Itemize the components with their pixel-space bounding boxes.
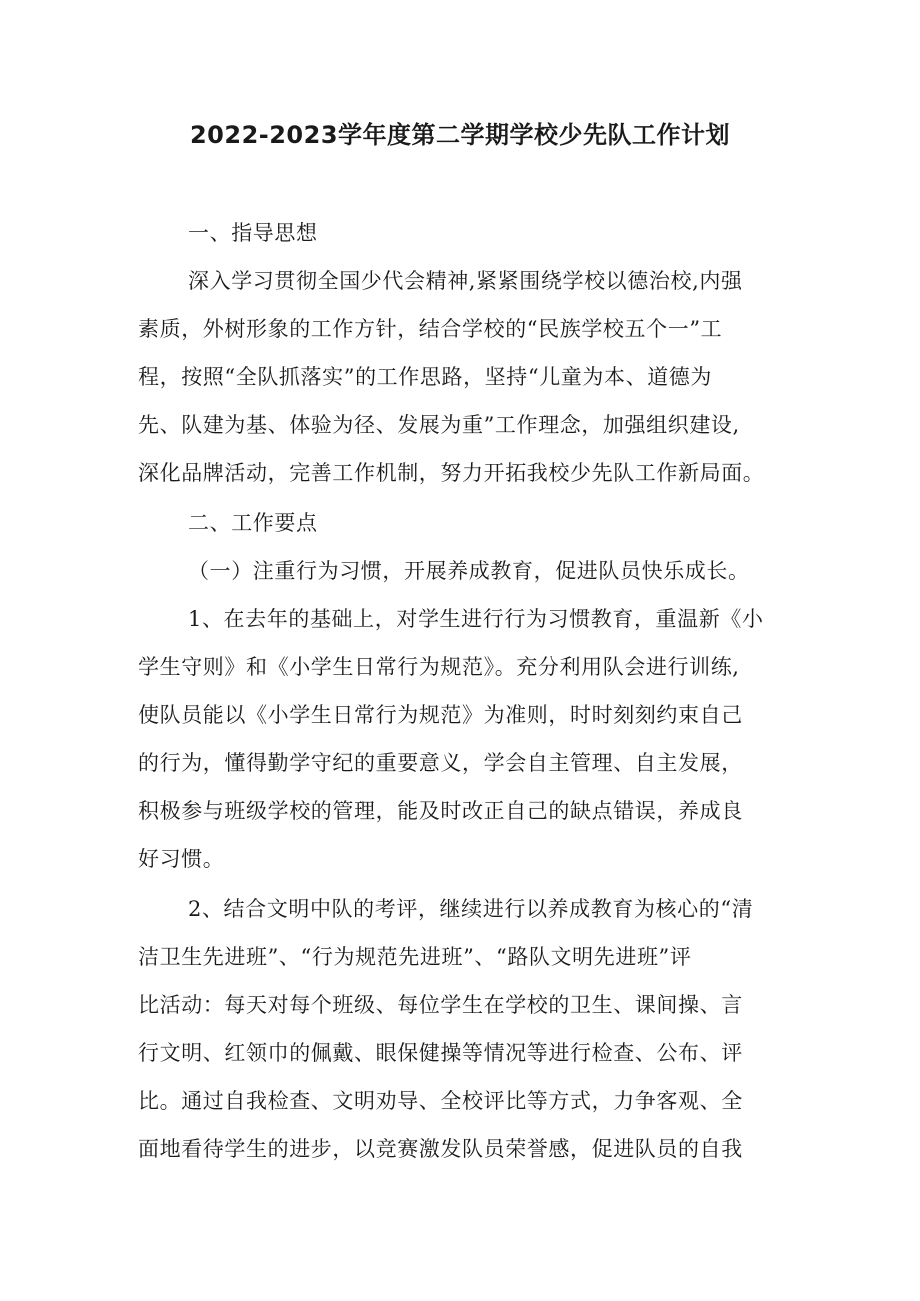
paragraph-line: 比活动：每天对每个班级、每位学生在学校的卫生、课间操、言 <box>138 993 743 1017</box>
paragraph-line: 深化品牌活动，完善工作机制，努力开拓我校少先队工作新局面。 <box>138 461 765 485</box>
paragraph-line: 深入学习贯彻全国少代会精神,紧紧围绕学校以德治校,内强 <box>188 269 743 293</box>
paragraph-line: 程，按照“全队抓落实”的工作思路，坚持“儿童为本、道德为 <box>138 365 713 389</box>
paragraph-line: 使队员能以《小学生日常行为规范》为准则，时时刻刻约束自己 <box>138 703 743 727</box>
paragraph-line: 素质，外树形象的工作方针，结合学校的“民族学校五个一”工 <box>138 317 723 341</box>
paragraph-line: 洁卫生先进班”、“行为规范先进班”、“路队文明先进班”评 <box>138 945 692 969</box>
paragraph-line: 面地看待学生的进步，以竞赛激发队员荣誉感，促进队员的自我 <box>138 1137 743 1161</box>
section-heading-guiding-ideology: 一、指导思想 <box>188 221 318 245</box>
paragraph-line: 2、结合文明中队的考评，继续进行以养成教育为核心的“清 <box>188 897 754 921</box>
paragraph-line: 1、在去年的基础上，对学生进行行为习惯教育，重温新《小 <box>188 607 764 631</box>
paragraph-line: 比。通过自我检查、文明劝导、全校评比等方式，力争客观、全 <box>138 1089 743 1113</box>
subsection-heading: （一）注重行为习惯，开展养成教育，促进队员快乐成长。 <box>188 559 750 583</box>
paragraph-line: 学生守则》和《小学生日常行为规范》。充分利用队会进行训练, <box>138 655 740 679</box>
paragraph-line: 积极参与班级学校的管理，能及时改正自己的缺点错误，养成良 <box>138 799 743 823</box>
document-title: 2022-2023学年度第二学期学校少先队工作计划 <box>189 121 731 149</box>
section-heading-work-points: 二、工作要点 <box>188 511 318 535</box>
paragraph-line: 好习惯。 <box>138 847 225 871</box>
paragraph-line: 行文明、红领巾的佩戴、眼保健操等情况等进行检查、公布、评 <box>138 1041 743 1065</box>
paragraph-line: 先、队建为基、体验为径、发展为重”工作理念，加强组织建设, <box>138 413 740 437</box>
paragraph-line: 的行为，懂得勤学守纪的重要意义，学会自主管理、自主发展， <box>138 751 743 775</box>
